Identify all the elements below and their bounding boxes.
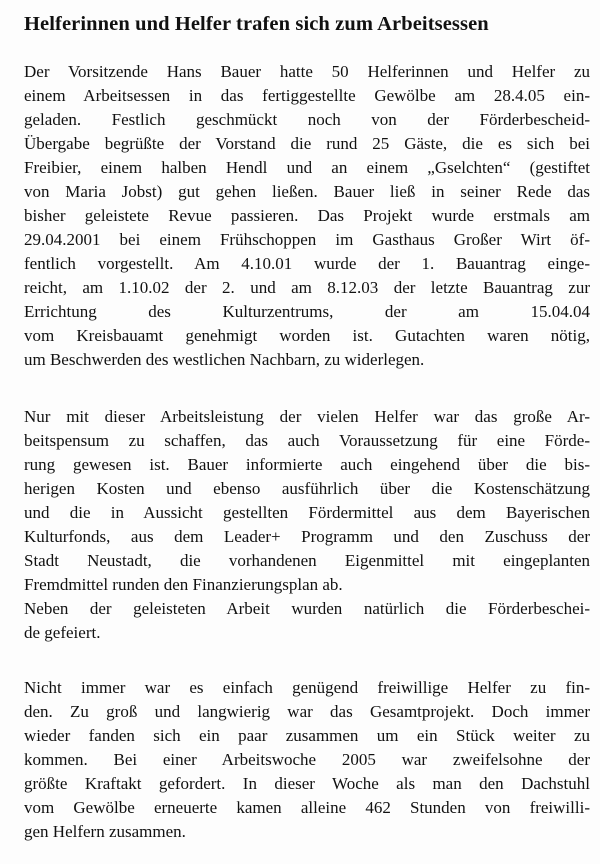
text-line: wieder fanden sich ein paar zusammen um ein Stück weiter zu (24, 726, 590, 745)
text-line: rung gewesen ist. Bauer informierte auch eingehend über die bis- (24, 455, 590, 474)
paragraph-1 (24, 60, 590, 372)
text-line: größte Kraftakt gefordert. In dieser Woche als man den Dachstuhl (24, 774, 590, 793)
text-line: vom Kreisbauamt genehmigt worden ist. Gutachten waren nötig, (24, 326, 590, 345)
text-line: vom Gewölbe erneuerte kamen alleine 462 Stunden von freiwilli- (24, 798, 590, 817)
text-line: Nur mit dieser Arbeitsleistung der vielen Helfer war das große Ar- (24, 407, 590, 426)
text-line: beitspensum zu schaffen, das auch Voraussetzung für eine Förde- (24, 431, 590, 450)
paragraph-3 (24, 676, 590, 844)
text-line: 29.04.2001 bei einem Frühschoppen im Gasthaus Großer Wirt öf- (24, 230, 590, 249)
text-line: herigen Kosten und ebenso ausführlich über die Kostenschätzung (24, 479, 590, 498)
text-line: von Maria Jobst) gut gehen ließen. Bauer ließ in seiner Rede das (24, 182, 590, 201)
text-line: de gefeiert. (24, 623, 101, 642)
text-line: geladen. Festlich geschmückt noch von der Förderbescheid- (24, 110, 590, 129)
text-line: Neben der geleisteten Arbeit wurden natürlich die Förderbeschei- (24, 599, 590, 618)
paragraph-2 (24, 405, 590, 645)
text-line: Errichtung des Kulturzentrums, der am 15.04.04 (24, 302, 590, 321)
text-line: kommen. Bei einer Arbeitswoche 2005 war zweifelsohne der (24, 750, 590, 769)
article-title: Helferinnen und Helfer trafen sich zum Arbeitsessen (24, 13, 489, 35)
text-line: Fremdmittel runden den Finanzierungsplan ab. (24, 575, 343, 594)
text-line: Kulturfonds, aus dem Leader+ Programm und den Zuschuss der (24, 527, 590, 546)
text-line: und die in Aussicht gestellten Fördermittel aus dem Bayerischen (24, 503, 590, 522)
text-line: gen Helfern zusammen. (24, 822, 186, 841)
text-line: fentlich vorgestellt. Am 4.10.01 wurde der 1. Bauantrag einge- (24, 254, 590, 273)
text-line: einem Arbeitsessen in das fertiggestellte Gewölbe am 28.4.05 ein- (24, 86, 590, 105)
text-line: Übergabe begrüßte der Vorstand die rund 25 Gäste, die es sich bei (24, 134, 590, 153)
text-line: reicht, am 1.10.02 der 2. und am 8.12.03 der letzte Bauantrag zur (24, 278, 590, 297)
text-line: Freibier, einem halben Hendl und an einem „Gselchten“ (gestiftet (24, 158, 590, 177)
text-line: den. Zu groß und langwierig war das Gesamtprojekt. Doch immer (24, 702, 590, 721)
text-line: Stadt Neustadt, die vorhandenen Eigenmittel mit eingeplanten (24, 551, 590, 570)
text-line: Nicht immer war es einfach genügend freiwillige Helfer zu fin- (24, 678, 590, 697)
text-line: Der Vorsitzende Hans Bauer hatte 50 Helferinnen und Helfer zu (24, 62, 590, 81)
text-line: bisher geleistete Revue passieren. Das Projekt wurde erstmals am (24, 206, 590, 225)
text-line: um Beschwerden des westlichen Nachbarn, zu widerlegen. (24, 350, 425, 369)
